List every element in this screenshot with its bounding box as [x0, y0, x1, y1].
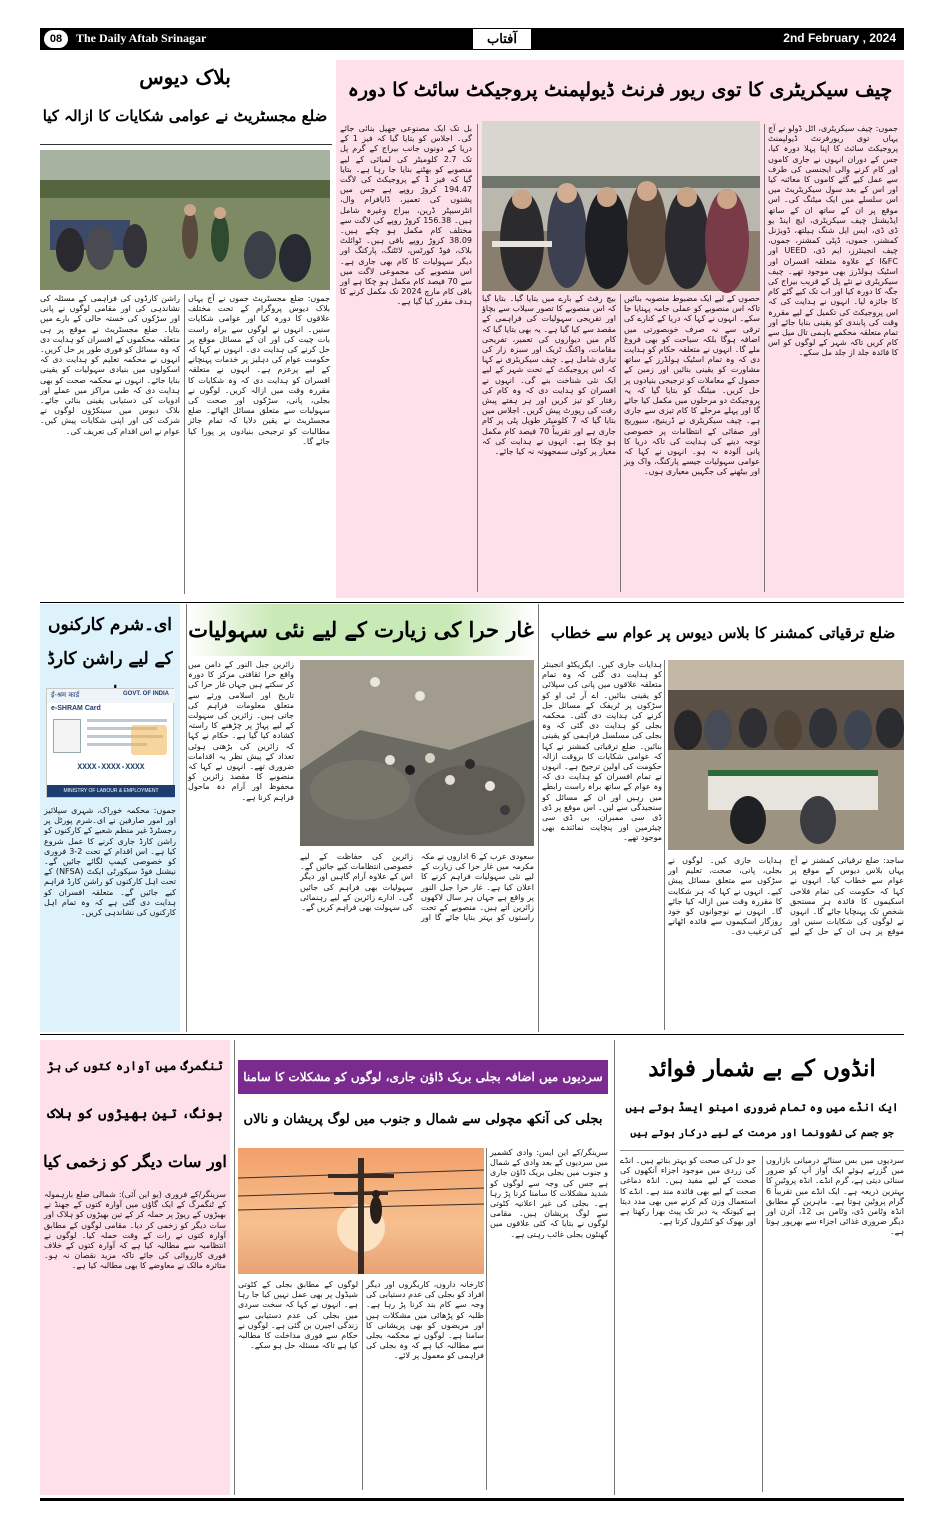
column-rule — [614, 1040, 615, 1495]
officials-inspecting-site-image — [482, 121, 760, 291]
card-title: e-SHRAM Card — [51, 705, 101, 712]
ghar-hira-column-1: زائرین جبل النور کے دامن میں واقع حرا ثقافتی مرکز کا دورہ کر سکتے ہیں جہاں غار حرا کی تاریخ اور اسلامی ورثے سے متعلق معلومات فراہم کی جاتی ہیں۔ زائرین کی سہولت کے لیے پہاڑ پر چڑھنے کا راستہ کشادہ کیا گیا ہے۔ حکام نے کہا کہ زائرین کی بڑھتی ہوئی تعداد کے پیش نظر یہ اقدامات ضروری تھے۔ انہوں نے کہا کہ منصوبے کا مقصد زائرین کو محفوظ اور آرام دہ ماحول فراہم کرنا ہے۔ — [188, 660, 294, 802]
pilgrims-on-mountain-image — [300, 660, 534, 846]
column-rule — [538, 604, 539, 1032]
column-rule — [186, 604, 187, 1032]
section-rule — [40, 1034, 904, 1035]
eggs-column-1: سردیوں میں بس سناٹے درمیانی بازاروں میں گزرتے ہوئے ایک آواز آپ کو ضرور سنائی دیتی ہے، گرم انڈے۔ انڈہ پروٹین کا بہترین ذریعہ ہے۔ ایک انڈے میں تقریباً 6 گرام پروٹین ہوتا ہے۔ ماہرین کے مطابق انڈہ وٹامن ڈی، وٹامن بی 12، آئرن اور دیگر ضروری غذائی اجزاء سے بھرپور ہوتا ہے۔ — [766, 1156, 905, 1237]
commissioner-column-2: ساجد: ضلع ترقیاتی کمشنر نے آج یہاں بلاس دیوس کے موقع پر عوام سے خطاب کیا۔ انہوں نے کہا کہ حکومت کی تمام فلاحی اسکیموں کا فائدہ ہر مستحق شخص تک پہنچایا جائے گا۔ انہوں نے لوگوں کی شکایات سنیں اور موقع پر ہی ان کے حل کے لیے ہدایات جاری کیں۔ لوگوں نے بجلی، پانی، صحت، تعلیم اور سڑکوں سے متعلق مسائل پیش کیے۔ انہوں نے کہا کہ ہر شکایت کا مقررہ وقت میں ازالہ کیا جائے گا۔ انہوں نے نوجوانوں کو خود روزگار اسکیموں سے فائدہ اٹھانے کی ترغیب دی۔ — [668, 856, 904, 937]
column-rule — [764, 124, 765, 592]
column-rule — [184, 294, 185, 594]
ghar-hira-photo — [300, 660, 534, 846]
card-gov-label: GOVT. OF INDIA — [122, 691, 169, 697]
card-line — [87, 719, 167, 722]
block-diwas-headline: ضلع مجسٹریٹ نے عوامی شکایات کا ازالہ کیا — [42, 107, 328, 125]
lineman-on-pole-image — [238, 1148, 484, 1274]
stray-dogs-headline-2: بونگ، تین بھیڑوں کو ہلاک — [47, 1106, 223, 1122]
column-rule — [362, 1280, 363, 1490]
stray-dogs-body: سرینگر/کے فروری (یو این آئی): شمالی ضلع بارہمولہ کے ٹنگمرگ کے ایک گاؤں میں آوارہ کتوں کے جھنڈ نے بھیڑوں کے ریوڑ پر حملہ کر کے تین بھیڑوں کو ہلاک اور سات دیگر کو زخمی کر دیا۔ مقامی لوگوں کے مطابق آوارہ کتوں نے رات کے وقت حملہ کیا۔ لوگوں نے انتظامیہ سے مطالبہ کیا ہے کہ آوارہ کتوں کے خلاف فوری کارروائی کی جائے تاکہ مزید نقصان نہ ہو۔ متاثرہ مالک نے معاوضے کا بھی مطالبہ کیا ہے۔ — [44, 1190, 226, 1271]
lead-headline: چیف سیکریٹری کا توی ریور فرنٹ ڈیولپمنٹ پروجیکٹ سائٹ کا دورہ — [347, 79, 893, 101]
column-rule — [477, 124, 478, 592]
card-footer: MINISTRY OF LABOUR & EMPLOYMENT — [47, 785, 175, 797]
masthead — [40, 28, 904, 50]
column-rule — [664, 660, 665, 1030]
electricity-column-1: سرینگر/کے این ایس: وادی کشمیر میں سردیوں کے بعد وادی کے شمال و جنوب میں بجلی بریک ڈاؤن جاری ہے جس کی وجہ سے لوگوں کو شدید مشکلات کا سامنا کرنا پڑ رہا ہے۔ بجلی کی غیر اعلانیہ کٹوتی سے لوگ پریشان ہیں۔ مقامی لوگوں نے بتایا کہ کئی علاقوں میں گھنٹوں بجلی غائب رہتی ہے۔ — [490, 1148, 608, 1239]
electricity-headline: سردیوں میں اضافہ بجلی بریک ڈاؤن جاری، لوگوں کو مشکلات کا سامنا — [238, 1060, 608, 1094]
section-rule — [620, 1150, 904, 1151]
lead-column-4: بل تک ایک مصنوعی جھیل بنائی جائے گی۔ اجلاس کو بتایا گیا کہ فیز 1 کے دریا کے دونوں جانب بیراج کے گرم پل تک 2.7 کلومیٹر کی لمبائی کے لیے منصوبے کو بھٹنے بنایا جا رہا ہے۔ بتایا گیا کہ فیز 1 کے پروجیکٹ کی لاگت 194.47 کروڑ روپے ہے جس میں پشتوں کی تعمیر، ڈایافرام وال، انٹرسیپٹر ڈرین، بیراج وغیرہ شامل ہیں۔ 156.38 کروڑ روپے کی لاگت سے مختلف کام مکمل ہو چکے ہیں۔ 38.09 کروڑ روپے باقی ہیں۔ ٹوائلٹ بلاک، فوڈ کورٹس، لائٹنگ، پارکنگ اور دیگر سہولیات کا کام بھی جاری ہے۔ اس منصوبے کی مجموعی لاگت میں سے 70 فیصد کام مکمل ہو چکا ہے اور باقی کام مارچ 2024 تک مکمل کرنے کا ہدف مقرر کیا گیا ہے۔ — [340, 124, 473, 307]
eshram-headline: ای۔شرم کارکنوں کے لیے راشن کارڈ — [47, 615, 173, 669]
paper-name: The Daily Aftab Srinagar — [76, 31, 207, 45]
card-hindi-title: ई-श्रम कार्ड — [51, 691, 80, 699]
commissioner-headline: ضلع ترقیاتی کمشنر کا بلاس دیوس پر عوام سے خطاب — [550, 624, 896, 642]
commissioner-column-1: ہدایات جاری کیں۔ ایگزیکٹو انجینئر کو ہدایت دی گئی کہ وہ تمام متعلقہ علاقوں میں پانی کی سپلائی کو یقینی بنائیں۔ اے آر ٹی او کو سڑکوں پر ٹریفک کے مسائل حل کرنے کی ہدایت دی گئی۔ محکمہ بجلی کو ہدایت دی گئی کہ وہ بجلی کی مسلسل فراہمی کو یقینی بنائیں۔ ضلع ترقیاتی کمشنر نے کہا کہ عوامی شکایات کا بروقت ازالہ حکومت کی اولین ترجیح ہے۔ انہوں نے تمام افسران کو ہدایت دی کہ وہ عوام کے ساتھ براہ راست رابطے میں رہیں اور ان کے مسائل کو سنجیدگی سے لیں۔ اس موقع پر ڈی ڈی سی ممبران، بی ڈی سی چیئرمین اور پنچایت نمائندے بھی موجود تھے۔ — [542, 660, 662, 843]
electricity-column-3: لوگوں کے مطابق بجلی کے کٹوتی شیڈول پر بھی عمل نہیں کیا جا رہا ہے۔ انہوں نے کہا کہ سخت سردی میں بجلی کی عدم دستیابی سے زندگی اجیرن بن گئی ہے۔ لوگوں نے حکام سے فوری مداخلت کا مطالبہ کیا ہے تاکہ مسئلہ حل ہو سکے۔ — [238, 1280, 358, 1351]
commissioner-photo — [668, 660, 904, 850]
column-rule — [762, 1156, 763, 1492]
column-rule — [234, 1040, 235, 1495]
block-diwas-column-1: جموں: ضلع مجسٹریٹ جموں نے آج یہاں بلاک دیوس پروگرام کے تحت مختلف علاقوں کا دورہ کیا اور عوامی شکایات سنیں۔ انہوں نے لوگوں سے براہ راست بات چیت کی اور ان کے مسائل موقع پر حل کرنے کی ہدایت دی۔ انہوں نے کہا کہ حکومت عوام کی دہلیز پر خدمات پہنچانے کے لیے پرعزم ہے۔ انہوں نے متعلقہ افسران کو ہدایت دی کہ وہ شکایات کا مقررہ وقت میں ازالہ کریں۔ لوگوں نے بجلی، پانی، سڑکوں اور صحت کی سہولیات سے متعلق مسائل اٹھائے۔ ضلع مجسٹریٹ نے یقین دلایا کہ تمام جائز مطالبات کو ترجیحی بنیادوں پر پورا کیا جائے گا۔ — [188, 294, 330, 446]
newspaper-logo: آفتاب — [472, 28, 532, 50]
issue-date: 2nd February , 2024 — [783, 31, 896, 45]
card-number: XXXX-XXXX-XXXX — [77, 763, 145, 772]
eggs-headline: انڈوں کے بے شمار فوائد — [648, 1055, 876, 1082]
block-diwas-photo — [40, 150, 330, 290]
page-bottom-rule — [40, 1498, 904, 1501]
electricity-photo — [238, 1148, 484, 1274]
lead-photo — [482, 121, 760, 291]
stray-dogs-headline-1: ٹنگمرگ میں آوارہ کتوں کی ہڑ — [47, 1059, 223, 1073]
electricity-column-2: کارخانہ داروں، کاریگروں اور دیگر افراد کو بجلی کی عدم دستیابی کی وجہ سے کام بند کرنا پڑ رہا ہے۔ طلبہ کو پڑھائی میں مشکلات ہیں اور مریضوں کو بھی پریشانی کا سامنا ہے۔ لوگوں نے محکمہ بجلی سے مطالبہ کیا ہے کہ وہ بجلی کی فراہمی کو معمول پر لائے۔ — [366, 1280, 484, 1361]
eshram-card — [46, 688, 174, 798]
page-number: 08 — [44, 30, 68, 48]
eggs-column-2: جو دل کی صحت کو بہتر بناتے ہیں۔ انڈے کی زردی میں موجود اجزاء آنکھوں کی صحت کے لیے مفید ہیں۔ انڈہ دماغی صحت کے لیے بھی فائدہ مند ہے۔ انڈے کا استعمال وزن کم کرنے میں بھی مدد دیتا ہے کیونکہ یہ دیر تک پیٹ بھرا رکھتا ہے اور بھوک کو کنٹرول کرتا ہے۔ — [620, 1156, 756, 1227]
card-emblem — [131, 725, 167, 755]
public-meeting-image — [40, 150, 330, 290]
ghar-hira-headline: غار حرا کی زیارت کے لیے نئی سہولیات — [188, 604, 534, 656]
eggs-subhead-2: جو جسم کی نشوونما اور مرمت کے لیے درکار ہوتے ہیں — [630, 1128, 894, 1139]
section-rule — [40, 602, 904, 603]
column-rule — [486, 1148, 487, 1490]
electricity-subhead: بجلی کی آنکھ مچولی سے شمال و جنوب میں لوگ پریشان و نالاں — [243, 1112, 603, 1127]
section-rule — [40, 144, 332, 145]
lead-column-2: حصوں کے لیے ایک مضبوط منصوبہ بنائیں تاکہ اس منصوبے کو عملی جامہ پہنایا جا سکے۔ انہوں نے کہا کہ دریا کے کنارے کی ترقی سے نہ صرف خوبصورتی میں اضافہ ہوگا بلکہ سیاحت کو بھی فروغ ملے گا۔ انہوں نے متعلقہ حکام کو ہدایت دی کہ وہ تمام اسٹیک ہولڈرز کے ساتھ مشاورت کو یقینی بنائیں اور زمین کے حصول کے معاملات کو ترجیحی بنیادوں پر حل کریں۔ میٹنگ کو بتایا گیا کہ یہ پروجیکٹ دو مرحلوں میں مکمل کیا جائے گا اور پہلے مرحلے کا کام تیزی سے جاری ہے۔ چیف سیکریٹری نے ڈرینیج، سیوریج اور صفائی کے انتظامات پر خصوصی توجہ دینے کی ہدایت کی تاکہ دریا کا پانی آلودہ نہ ہو۔ انہوں نے کہا کہ عوامی سہولیات جیسے پارکنگ، واک ویز اور بیٹھنے کی جگہیں معیاری ہوں۔ — [624, 294, 760, 477]
block-diwas-column-2: راشن کارڈوں کی فراہمی کے مسئلہ کی نشاندہی کی اور مقامی لوگوں نے پانی اور سڑکوں کی خستہ حالی کے بارے میں بتایا۔ ضلع مجسٹریٹ نے موقع پر ہی متعلقہ محکموں کے افسران کو ہدایت دی کہ وہ مسائل کو فوری طور پر حل کریں۔ انہوں نے محکمہ تعلیم کو ہدایت دی کہ اسکولوں میں بنیادی سہولیات کو یقینی بنایا جائے۔ انہوں نے محکمہ صحت کو بھی ہدایت دی کہ طبی مراکز میں عملے اور ادویات کی دستیابی یقینی بنائی جائے۔ بلاک دیوس میں سینکڑوں لوگوں نے شرکت کی اور اپنی شکایات پیش کیں۔ عوام نے اس اقدام کی تعریف کی۔ — [40, 294, 180, 436]
lead-column-1: جموں: چیف سیکریٹری، اٹل ڈولو نے آج یہاں توی ریورفرنٹ ڈیولپمنٹ پروجیکٹ سائٹ کا اپنا پہلا دورہ کیا، جس کے دوران انہوں نے جاری کاموں اور کام کرنے والی ایجنسی کی طرف سے عمل کیے گئے کاموں کا معائنہ کیا اور اس کے بعد سول سیکریٹریٹ میں اس سلسلے میں ایک میٹنگ کی۔ اس موقع پر ان کے ساتھ ان کے ساتھ ایڈیشنل چیف سیکریٹری، ایچ اینڈ یو ڈی ڈی، ایس ایل شنگ ہیلتھ، ڈویژنل کمشنر، جموں، ڈپٹی کمشنر، جموں، چیف انجینئرز، ایم ڈی، UEED اور I&FC کے علاوہ متعلقہ افسران اور اسٹیک ہولڈرز بھی موجود تھے۔ چیف سیکریٹری نے نئے پل کے قریب بیراج کی جگہ کا دورہ کیا اور اب تک کیے گئے کام کا جائزہ لیا۔ انہوں نے ہدایت کی کہ اس پروجیکٹ کی تکمیل کے لیے مقررہ وقت کی پابندی کو یقینی بنایا جائے اور تمام متعلقہ محکمے باہمی تال میل سے کام کریں تاکہ شہر کے لوگوں کو اس کا فائدہ جلد از جلد مل سکے۔ — [768, 124, 898, 358]
lead-column-3: بیچ رفٹ کے بارے میں بتایا گیا۔ بتایا گیا کہ اس منصوبے کا تصور سیلاب سے بچاؤ اور تفریحی سہولیات کی فراہمی کے مقصد سے کیا گیا ہے۔ یہ بھی بتایا گیا کہ کام میں دیواروں کی تعمیر، تفریحی مقامات، واکنگ ٹریک اور سبزہ زار کی تیاری شامل ہے۔ چیف سیکریٹری نے کہا کہ اس پروجیکٹ کے تحت شہر کے لیے ایک نئی شناخت بنے گی۔ انہوں نے افسران کو ہدایت دی کہ وہ کام کی رفتار کو تیز کریں اور ہر ہفتے پیش رفت کی رپورٹ پیش کریں۔ اجلاس میں بتایا گیا کہ 7 کلومیٹر طویل پٹی پر کام جاری ہے اور تقریباً 70 فیصد کام مکمل ہو چکا ہے۔ انہوں نے ہدایت کی کہ معیار پر کوئی سمجھوتہ نہ کیا جائے۔ — [482, 294, 617, 457]
ghar-hira-column-2: سعودی عرب کے 6 اداروں نے مکہ مکرمہ میں غار حرا کی زیارت کے لیے نئی سہولیات فراہم کرنے کا اعلان کیا ہے۔ غار حرا جبل النور پر واقع ہے جہاں ہر سال لاکھوں زائرین آتے ہیں۔ منصوبے کے تحت راستوں کو بہتر بنایا جائے گا اور زائرین کی حفاظت کے لیے خصوصی انتظامات کیے جائیں گے۔ اس کے علاوہ آرام گاہیں اور دیگر سہولیات بھی فراہم کی جائیں گی۔ ادارے زائرین کے لیے رہنمائی کی سہولت بھی فراہم کریں گے۔ — [300, 852, 534, 923]
column-rule — [620, 294, 621, 592]
block-diwas-kicker: بلاک دیوس — [139, 65, 231, 89]
stray-dogs-headline-3: اور سات دیگر کو زخمی کیا — [43, 1152, 227, 1171]
eshram-body: جموں: محکمہ خوراک، شہری سپلائیز اور امور صارفین نے ای۔شرم پورٹل پر رجسٹرڈ غیر منظم شعبے کے کارکنوں کو راشن کارڈ جاری کرنے کا عمل شروع کیا ہے۔ اس اقدام کے تحت 2-3 فروری کو خصوصی کیمپ لگائے جائیں گے۔ نیشنل فوڈ سیکورٹی ایکٹ (NFSA) کے تحت اہل کارکنوں کو راشن کارڈ فراہم کیے جائیں گے۔ متعلقہ افسران کو ہدایت دی گئی ہے کہ وہ تمام اہل کارکنوں کی نشاندہی کریں۔ — [44, 806, 176, 918]
public-gathering-image — [668, 660, 904, 850]
card-photo-placeholder — [53, 719, 81, 753]
eggs-subhead-1: ایک انڈے میں وہ تمام ضروری امینو ایسڈ ہوتے ہیں — [625, 1101, 899, 1114]
